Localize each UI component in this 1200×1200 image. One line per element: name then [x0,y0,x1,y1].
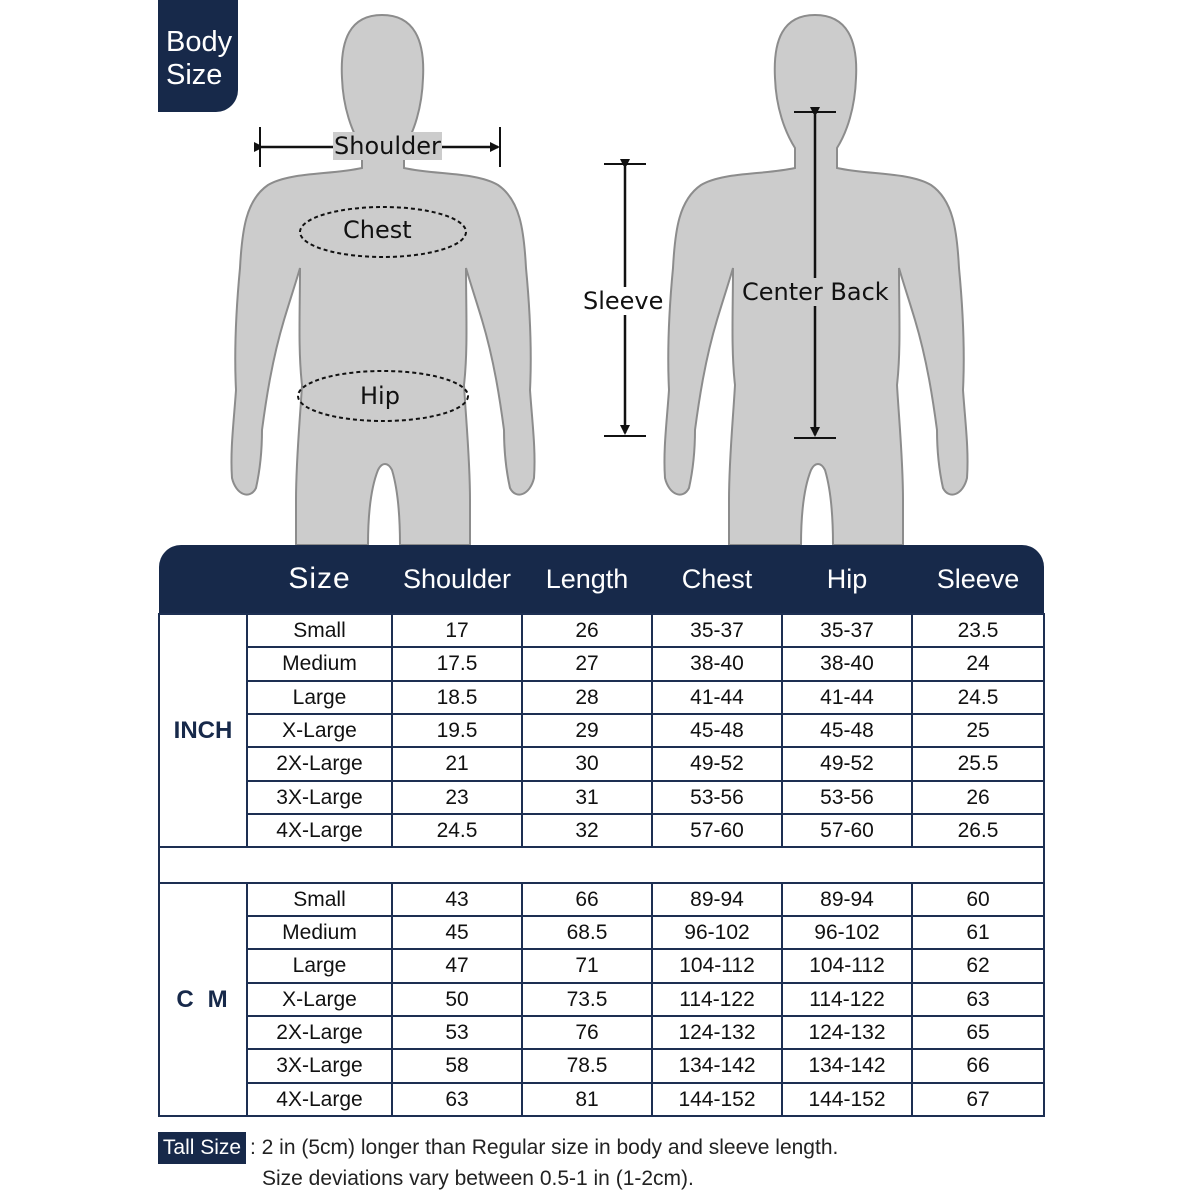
tall-size-note-line1: : 2 in (5cm) longer than Regular size in body and sleeve length. [250,1136,839,1159]
table-row [159,1049,1044,1082]
table-row [159,983,1044,1016]
cell-hip: 57-60 [782,814,912,847]
header-unit-cell [159,545,247,614]
cell-size: Large [247,949,392,982]
cell-shoulder: 43 [392,883,522,916]
cell-sleeve: 65 [912,1016,1044,1049]
cell-sleeve: 24 [912,647,1044,680]
cell-sleeve: 25.5 [912,747,1044,780]
table-row [159,681,1044,714]
cell-length: 31 [522,781,652,814]
cell-chest: 45-48 [652,714,782,747]
table-row [159,714,1044,747]
body-measurement-diagram [0,0,1200,545]
tall-size-note-line2: Size deviations vary between 0.5-1 in (1-2cm). [262,1167,694,1190]
cell-shoulder: 45 [392,916,522,949]
cell-size: Large [247,681,392,714]
cell-sleeve: 62 [912,949,1044,982]
cell-size: Medium [247,916,392,949]
body-size-tag-line2: Size [166,59,223,91]
unit-label-0: INCH [159,614,247,847]
cell-chest: 89-94 [652,883,782,916]
header-hip: Hip [782,545,912,614]
table-row [159,1083,1044,1116]
cell-chest: 114-122 [652,983,782,1016]
header-chest: Chest [652,545,782,614]
cell-sleeve: 26 [912,781,1044,814]
front-figure [231,15,534,545]
cell-length: 66 [522,883,652,916]
cell-length: 76 [522,1016,652,1049]
cell-chest: 134-142 [652,1049,782,1082]
cell-sleeve: 24.5 [912,681,1044,714]
cell-sleeve: 66 [912,1049,1044,1082]
cell-shoulder: 21 [392,747,522,780]
cell-sleeve: 25 [912,714,1044,747]
table-row [159,814,1044,847]
cell-hip: 38-40 [782,647,912,680]
cell-chest: 53-56 [652,781,782,814]
cell-size: 3X-Large [247,1049,392,1082]
header-length: Length [522,545,652,614]
cell-length: 71 [522,949,652,982]
cell-shoulder: 18.5 [392,681,522,714]
cell-length: 73.5 [522,983,652,1016]
cell-chest: 38-40 [652,647,782,680]
table-header-row [159,545,1044,614]
cell-chest: 35-37 [652,614,782,647]
cell-shoulder: 47 [392,949,522,982]
cell-size: 2X-Large [247,747,392,780]
table-row [159,614,1044,647]
cell-sleeve: 26.5 [912,814,1044,847]
table-row [159,747,1044,780]
tall-size-tag: Tall Size [158,1132,246,1164]
cell-length: 29 [522,714,652,747]
chest-label: Chest [343,216,412,244]
cell-shoulder: 17 [392,614,522,647]
table-row [159,647,1044,680]
cell-sleeve: 63 [912,983,1044,1016]
cell-hip: 144-152 [782,1083,912,1116]
cell-length: 78.5 [522,1049,652,1082]
cell-hip: 114-122 [782,983,912,1016]
size-table [158,545,1045,1117]
cell-size: 4X-Large [247,1083,392,1116]
cell-chest: 96-102 [652,916,782,949]
cell-size: Small [247,614,392,647]
cell-hip: 49-52 [782,747,912,780]
cell-sleeve: 60 [912,883,1044,916]
cell-length: 27 [522,647,652,680]
cell-sleeve: 67 [912,1083,1044,1116]
center-back-label: Center Back [742,278,889,306]
cell-hip: 96-102 [782,916,912,949]
unit-label-1: CM [159,883,247,1116]
cell-length: 32 [522,814,652,847]
table-row [159,781,1044,814]
cell-chest: 144-152 [652,1083,782,1116]
table-row [159,1016,1044,1049]
table-row [159,949,1044,982]
cell-size: 2X-Large [247,1016,392,1049]
header-shoulder: Shoulder [392,545,522,614]
cell-hip: 35-37 [782,614,912,647]
header-size: Size [247,545,392,614]
cell-shoulder: 23 [392,781,522,814]
cell-hip: 124-132 [782,1016,912,1049]
cell-shoulder: 58 [392,1049,522,1082]
cell-shoulder: 53 [392,1016,522,1049]
body-size-tag-line1: Body [166,26,233,58]
cell-length: 26 [522,614,652,647]
shoulder-label: Shoulder [334,132,441,160]
cell-chest: 57-60 [652,814,782,847]
cell-size: Small [247,883,392,916]
cell-chest: 104-112 [652,949,782,982]
spacer-cell [159,847,1044,882]
cell-hip: 45-48 [782,714,912,747]
cell-length: 28 [522,681,652,714]
cell-hip: 89-94 [782,883,912,916]
cell-hip: 134-142 [782,1049,912,1082]
table-row [159,883,1044,916]
cell-chest: 41-44 [652,681,782,714]
cell-hip: 41-44 [782,681,912,714]
hip-label: Hip [360,382,400,410]
cell-length: 81 [522,1083,652,1116]
cell-shoulder: 50 [392,983,522,1016]
cell-size: 4X-Large [247,814,392,847]
cell-shoulder: 17.5 [392,647,522,680]
cell-chest: 124-132 [652,1016,782,1049]
sleeve-label: Sleeve [583,287,664,315]
cell-shoulder: 24.5 [392,814,522,847]
cell-shoulder: 19.5 [392,714,522,747]
cell-hip: 104-112 [782,949,912,982]
cell-sleeve: 61 [912,916,1044,949]
cell-length: 30 [522,747,652,780]
table-spacer-row [159,847,1044,882]
cell-chest: 49-52 [652,747,782,780]
cell-size: X-Large [247,714,392,747]
header-sleeve: Sleeve [912,545,1044,614]
cell-size: Medium [247,647,392,680]
cell-size: 3X-Large [247,781,392,814]
cell-length: 68.5 [522,916,652,949]
cell-size: X-Large [247,983,392,1016]
table-row [159,916,1044,949]
cell-shoulder: 63 [392,1083,522,1116]
cell-hip: 53-56 [782,781,912,814]
cell-sleeve: 23.5 [912,614,1044,647]
